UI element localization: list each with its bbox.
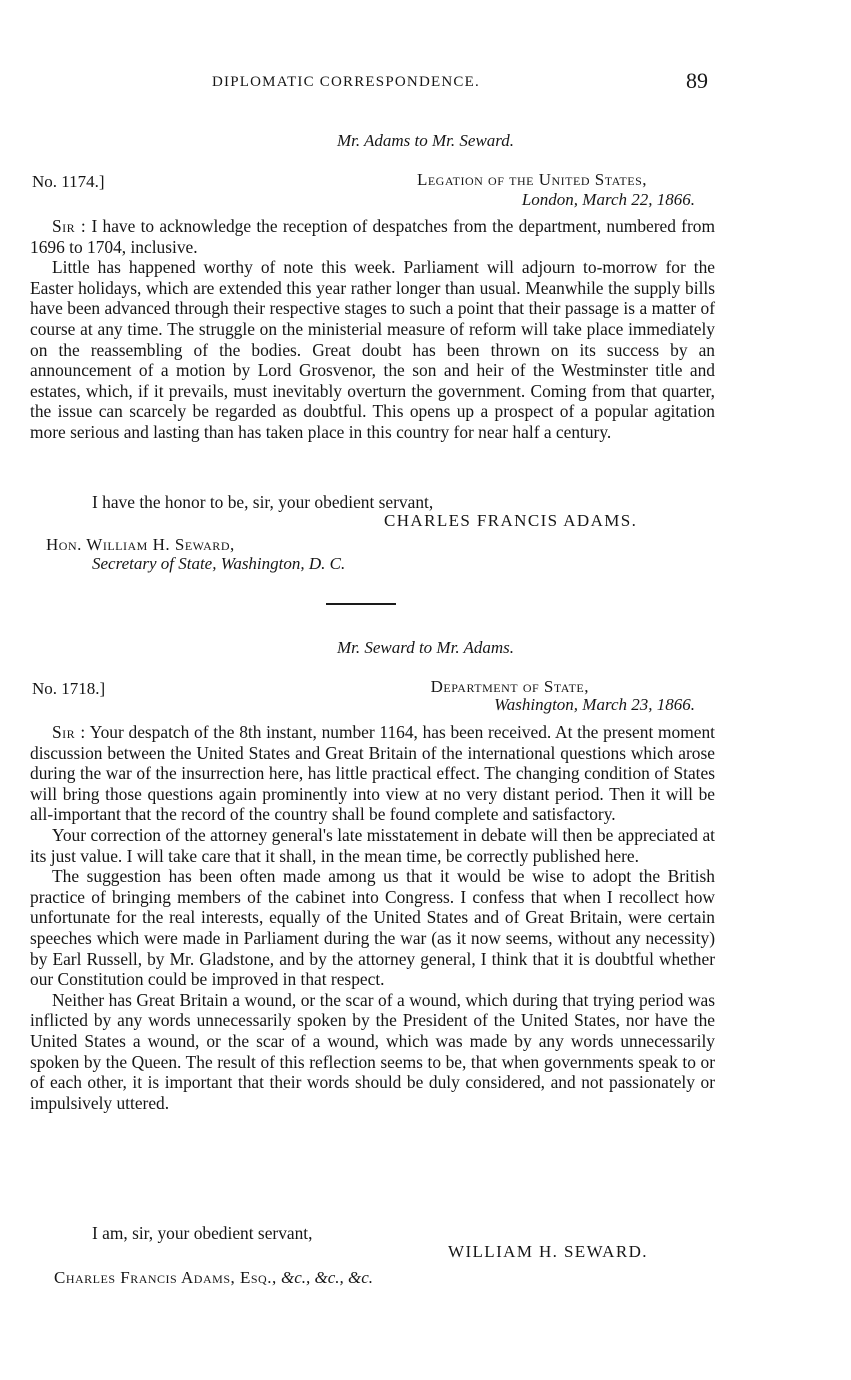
letter-2-closing: I am, sir, your obedient servant, xyxy=(92,1223,313,1243)
letter-1-number: No. 1174.] xyxy=(32,172,105,191)
letter-1-paragraph: Little has happened worthy of note this week. Parliament will adjourn to-morrow for the Easter holidays, which are extended this year rather longer than usual. Meanwhile the supply bills have been advanced through their respective stages to such a point that their passage is a matter of course at any time. The struggle on the ministerial measure of reform will take place immediately on the reassembling of the bodies. Great doubt has been thrown on its success by an announcement of a motion by Lord Grosvenor, the son and heir of the Westminster title and estates, which, if it prevails, must inevitably overturn the government. Coming from that quarter, the issue can scarcely be regarded as doubtful. This opens up a prospect of a popular agitation more serious and lasting than has taken place in this country for near half a century. xyxy=(30,257,715,442)
letter-2-recipient-name: Charles Francis Adams, Esq., xyxy=(54,1268,277,1287)
letter-2-recipient xyxy=(54,1268,373,1288)
letter-2-paragraph: Neither has Great Britain a wound, or the scar of a wound, which during that trying period was inflicted by any words unnecessarily spoken by the President of the United States, nor have the United States a wound, or the scar of a wound, which was made by any words unnecessarily spoken by the Queen. The result of this reflection seems to be, that when governments speak to or of each other, it is important that their words should be duly considered, and not passionately or impulsively uttered. xyxy=(30,989,715,1113)
letter-2-salutation: Sir : xyxy=(52,722,86,742)
letter-2-heading: Mr. Seward to Mr. Adams. xyxy=(336,638,515,657)
letter-2-paragraph: The suggestion has been often made among us that it would be wise to adopt the British practice of bringing members of the cabinet into Congress. I confess that when I recollect how unfortunate for the real interests, equally of the United States and of Great Britain, were certain speeches which were made in Parliament during the war (as it now seems, without any necessity) by Earl Russell, by Mr. Gladstone, and by the attorney general, I think that it is doubtful whether our Constitution could be improved in that respect. xyxy=(30,866,715,990)
letter-1-recipient-title: Secretary of State, Washington, D. C. xyxy=(92,554,346,573)
letter-1-heading: Mr. Adams to Mr. Seward. xyxy=(336,131,515,150)
letter-1-salutation: Sir : xyxy=(52,216,87,236)
letter-2-sender-office: Department of State, xyxy=(430,677,589,696)
letter-2-paragraph: Sir : Your despatch of the 8th instant, number 1164, has been received. At the present moment discussion between the United States and Great Britain of the international questions which arose during the war of the insurrection here, has little practical effect. The changing condition of States will bring those questions again prominently into view at no very distant period. Then it will be all-important that the record of the country shall be found complete and satisfactory. xyxy=(30,722,715,825)
letter-1-recipient-name: Hon. William H. Seward, xyxy=(46,535,235,554)
letter-1-paragraph: Sir : I have to acknowledge the reception of despatches from the department, numbered from 1696 to 1704, inclusive. xyxy=(30,216,715,257)
letter-2-number: No. 1718.] xyxy=(32,679,106,698)
letter-2-recipient-title: &c., &c., &c. xyxy=(280,1268,374,1287)
letter-1-body xyxy=(30,216,715,443)
letter-2-place-date: Washington, March 23, 1866. xyxy=(494,695,695,714)
letter-2-signature: WILLIAM H. SEWARD. xyxy=(448,1242,648,1261)
letter-1-place-date: London, March 22, 1866. xyxy=(521,190,695,209)
letter-1-closing: I have the honor to be, sir, your obedient servant, xyxy=(92,492,434,512)
letter-2-paragraph: Your correction of the attorney general's late misstatement in debate will then be appreciated at its just value. I will take care that it shall, in the mean time, be correctly published here. xyxy=(30,824,715,866)
letter-1-sender-office: Legation of the United States, xyxy=(416,170,647,189)
letter-2-body xyxy=(30,722,715,1113)
letter-1-signature: CHARLES FRANCIS ADAMS. xyxy=(384,511,638,530)
section-divider xyxy=(326,603,396,605)
page-number: 89 xyxy=(686,68,708,93)
running-title: DIPLOMATIC CORRESPONDENCE. xyxy=(212,74,480,90)
